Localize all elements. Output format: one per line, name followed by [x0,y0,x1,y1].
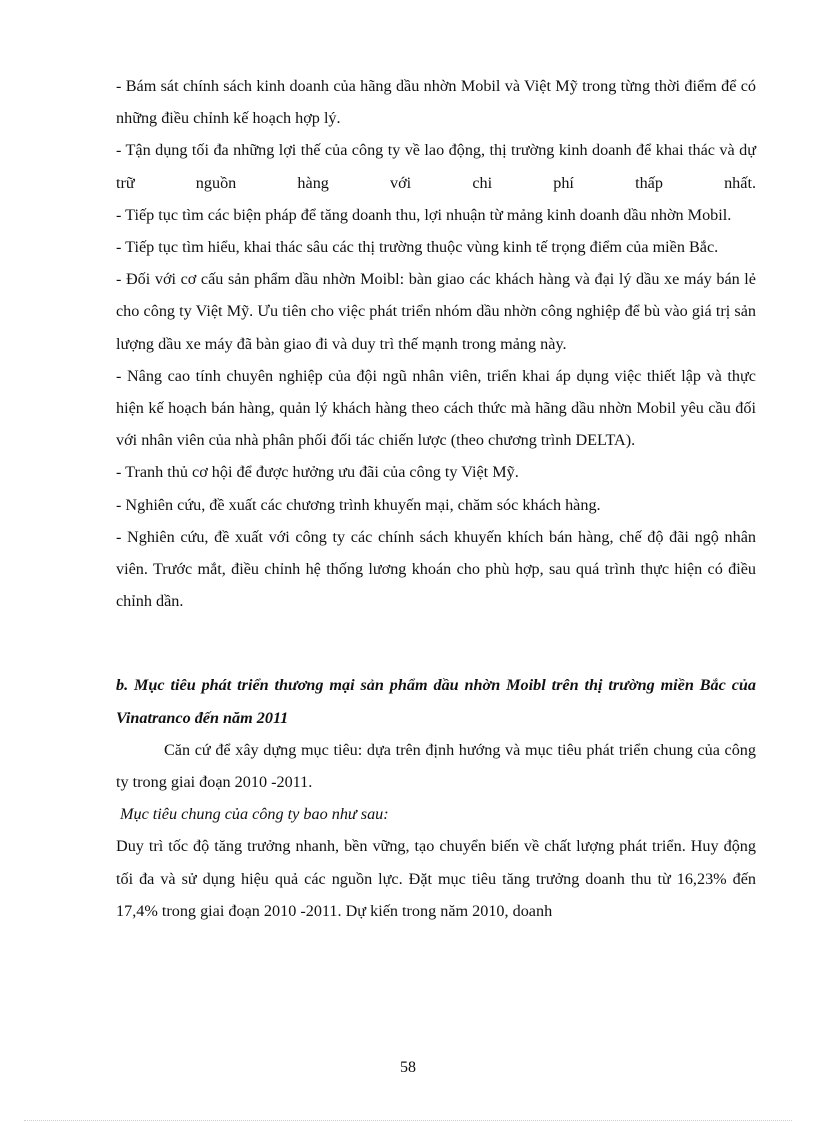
section-heading: b. Mục tiêu phát triển thương mại sản phẩm dầu nhờn Moibl trên thị trường miền Bắc của Vinatranco đến năm 2011 [116,676,756,727]
bullet-paragraph: - Nghiên cứu, đề xuất với công ty các chính sách khuyến khích bán hàng, chế độ đãi ngộ nhân viên. Trước mắt, điều chỉnh hệ thống lương khoán cho phù hợp, sau quá trình thực hiện có điều chỉnh dần. [116,527,756,611]
intro-paragraph: Căn cứ để xây dựng mục tiêu: dựa trên định hướng và mục tiêu phát triển chung của công ty trong giai đoạn 2010 -2011. [116,740,756,792]
bullet-paragraph: - Tranh thủ cơ hội để được hưởng ưu đãi của công ty Việt Mỹ. [116,463,519,482]
bullet-paragraph: - Nghiên cứu, đề xuất các chương trình khuyến mại, chăm sóc khách hàng. [116,495,601,514]
section-spacer [116,617,756,669]
bullet-paragraph: - Tận dụng tối đa những lợi thế của công ty về lao động, thị trường kinh doanh để khai thác và dự trữ nguồn hàng với chi phí thấp nhất. [116,141,756,192]
page-number: 58 [400,1059,416,1076]
document-page [116,70,756,927]
body-paragraph: Duy trì tốc độ tăng trưởng nhanh, bền vững, tạo chuyển biến về chất lượng phát triển. Huy động tối đa và sử dụng hiệu quả các nguồn lực. Đặt mục tiêu tăng trưởng doanh thu từ 16,23% đến 17,4% trong giai đoạn 2010 -2011. Dự kiến trong năm 2010, doanh [116,837,756,920]
bullet-paragraph: - Tiếp tục tìm hiểu, khai thác sâu các thị trường thuộc vùng kinh tế trọng điểm của miền Bắc. [116,238,719,257]
page-bottom-divider [24,1120,792,1121]
bullet-paragraph: - Đối với cơ cấu sản phẩm dầu nhờn Moibl: bàn giao các khách hàng và đại lý dầu xe máy bán lẻ cho công ty Việt Mỹ. Ưu tiên cho việc phát triển nhóm dầu nhờn công nghiệp để bù vào giá trị sản lượng dầu xe máy đã bàn giao đi và duy trì thế mạnh trong mảng này. [116,270,756,353]
sub-heading: Mục tiêu chung của công ty bao như sau: [120,805,389,824]
bullet-paragraph: - Bám sát chính sách kinh doanh của hãng dầu nhờn Mobil và Việt Mỹ trong từng thời điểm để có những điều chỉnh kế hoạch hợp lý. [116,77,756,128]
bullet-paragraph: - Nâng cao tính chuyên nghiệp của đội ngũ nhân viên, triển khai áp dụng việc thiết lập và thực hiện kế hoạch bán hàng, quản lý khách hàng theo cách thức mà hãng dầu nhờn Mobil yêu cầu đối với nhân viên của nhà phân phối đối tác chiến lược (theo chương trình DELTA). [116,366,756,450]
bullet-paragraph: - Tiếp tục tìm các biện pháp để tăng doanh thu, lợi nhuận từ mảng kinh doanh dầu nhờn Mobil. [116,205,732,224]
